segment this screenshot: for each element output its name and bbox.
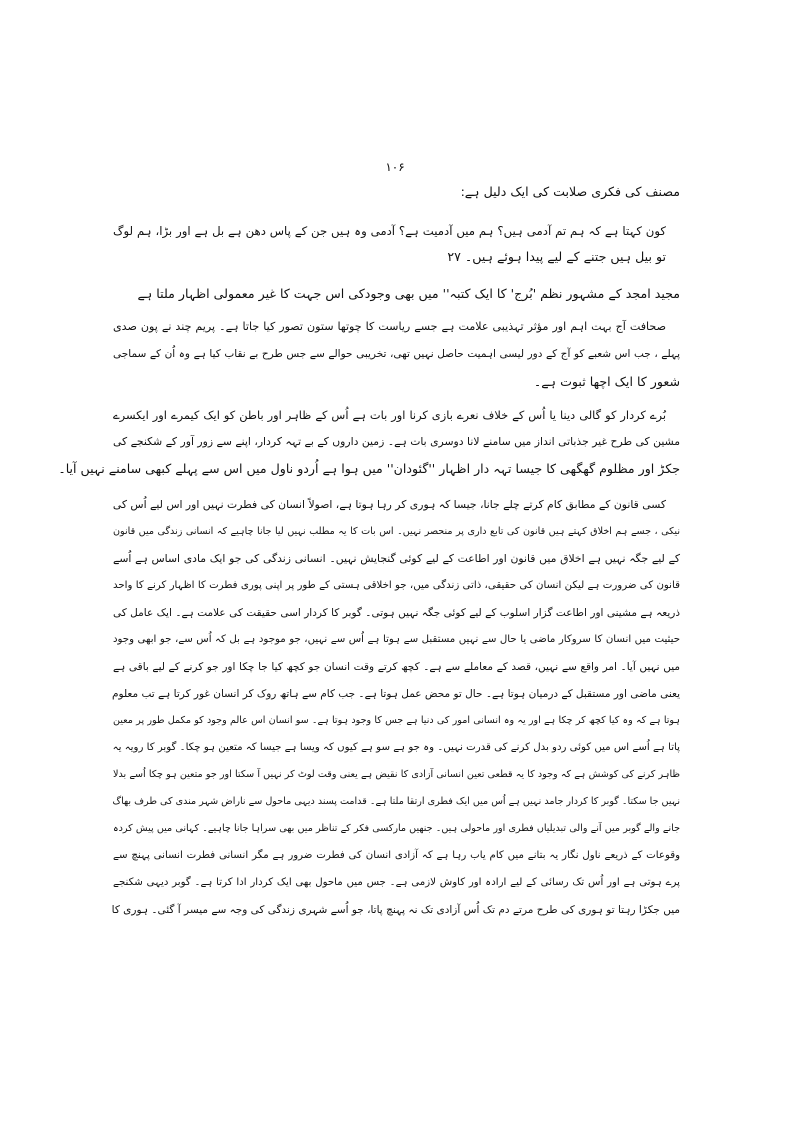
paragraph-3-line: ظاہر کرنے کی کوشش ہے کہ وجود کا یہ قطعی تعین انسانی آزادی کا نقیض ہے یعنی وقت لوٹ کر نہیں آ سکتا اور جو متعین ہو چکا اُسے بدلا (113, 769, 680, 780)
paragraph-3-line: کسی قانون کے مطابق کام کرتے چلے جانا، جیسا کہ ہوری کر رہا ہوتا ہے، اصولاً انسان کی فطرت نہیں اور اس لیے اُس کی (112, 498, 666, 511)
paragraph-2-line: جکڑ اور مظلوم گھگھی کا جیسا تہہ دار اظہار ''گئودان'' میں ہوا ہے اُردو ناول میں اس سے پہلے کبھی سامنے نہیں آیا۔ (58, 461, 680, 476)
paragraph-3-line: ذریعہ ہے مشینی اور اطاعت گزار اسلوب کے لیے کوئی جگہ نہیں ہوتی۔ گوبر کا کردار اسی حقیقت کی علامت ہے۔ ایک عامل کی (113, 607, 680, 619)
paragraph-3-line: قانون کی ضرورت ہے لیکن انسان کی حقیقی، ذاتی زندگی میں، جو اخلاقی ہستی کے طور پر اپنی پوری فطرت کا اظہار کرنے کا واحد (113, 580, 680, 591)
paragraph-3-line: میں جکڑا رہتا تو ہوری کی طرح مرتے دم تک اُس آزادی تک نہ پہنچ پاتا، جو اُسے شہری زندگی کی وجہ سے میسر آ گئی۔ ہوری کا (111, 904, 680, 916)
paragraph-2-line: بُرے کردار کو گالی دینا یا اُس کے خلاف نعرے بازی کرنا اور بات ہے اُس کے ظاہر اور باطن کو ایک کیمرے اور ایکسرے (113, 408, 666, 422)
paragraph-3-line: جانے والے گوبر میں آنے والی تبدیلیاں فطری اور ماحولی ہیں۔ جنھیں مارکسی فکر کے تناظر میں بھی سراہا جانا چاہیے۔ کہانی میں پیش کردہ (113, 823, 680, 834)
lead-line: مجید امجد کے مشہور نظم 'بُرج' کا ایک کتبہ'' میں بھی وجودکی اس جہت کا غیر معمولی اظہار ملتا ہے (137, 286, 680, 301)
paragraph-3-line: ہوتا ہے کہ وہ کیا کچھ کر چکا ہے اور یہ وہ انسانی امور کی دنیا ہے جس کا وجود ہوتا ہے۔ سو انسان اس عالم وجود کو مکمل طور پر معین (113, 715, 680, 726)
intro-line: مصنف کی فکری صلابت کی ایک دلیل ہے: (460, 184, 680, 199)
paragraph-3-line: حیثیت میں انسان کا سروکار ماضی یا حال سے نہیں مستقبل سے ہوتا ہے اُس سے نہیں، جو موجود ہے بل کہ اُس سے، جو ابھی وجود (113, 634, 680, 645)
paragraph-2-line: مشین کی طرح غیر جذباتی انداز میں سامنے لانا دوسری بات ہے۔ زمین داروں کے بے تہہ کردار، اپنے سے زور آور کے شکنجے کی (113, 435, 680, 448)
page-number: ۱۰۶ (385, 160, 405, 174)
quote-line-1: کون کہتا ہے کہ ہم تم آدمی ہیں؟ ہم میں آدمیت ہے؟ آدمی وہ ہیں جن کے پاس دھن ہے بل ہے اور بڑا، ہم لوگ (113, 224, 666, 238)
paragraph-3-line: یعنی ماضی اور مستقبل کے درمیان ہوتا ہے۔ حال تو محض عمل ہوتا ہے۔ جب کام سے ہاتھ روک کر انسان غور کرتا ہے تب معلوم (112, 688, 680, 700)
paragraph-1-line: پہلے ، جب اس شعبے کو آج کے دور لیسی اہمیت حاصل نہیں تھی، تخریبی حوالے سے جس طرح بے نقاب کیا ہے وہ اُن کے سماجی (113, 348, 680, 360)
paragraph-1-line: شعور کا ایک اچھا ثبوت ہے۔ (533, 374, 680, 389)
paragraph-3-line: وقوعات کے ذریعے ناول نگار یہ بتانے میں کام یاب رہا ہے کہ آزادی انسان کی فطرت ضرور ہے مگر انسانی فطرت انسانی پہنچ سے (113, 850, 680, 861)
paragraph-3-line: میں نہیں آیا۔ امر واقع سے نہیں، قصد کے معاملے سے ہے۔ کچھ کرتے وقت انسان جو کچھ کیا جا چکا اور جو کرنے کے لیے باقی ہے (113, 661, 680, 673)
paragraph-3-line: نیکی ، جسے ہم اخلاق کہتے ہیں قانون کی تابع داری پر منحصر نہیں۔ اس بات کا یہ مطلب نہیں لیا جانا چاہیے کہ انسانی زندگی میں قانون (113, 526, 680, 537)
paragraph-3-line: پاتا ہے اُسے اس میں کوئی ردو بدل کرنے کی قدرت نہیں۔ وہ جو ہے سو ہے کیوں کہ ویسا ہے جیسا کہ متعین ہو چکا۔ گوبر کا رویہ یہ (112, 742, 680, 753)
paragraph-3-line: نہیں جا سکتا۔ گوبر کا کردار جامد نہیں ہے اُس میں ایک فطری ارتقا ملتا ہے۔ قدامت پسند دیہی ماحول سے ناراض شہر مندی کی طرف بھاگ (112, 796, 680, 807)
quote-line-2: تو بیل ہیں جتنے کے لیے پیدا ہوئے ہیں۔ ۲۷ (447, 249, 666, 264)
paragraph-3-line: کے لیے جگہ نہیں ہے اخلاق میں قانون اور اطاعت کے لیے کوئی گنجایش نہیں۔ انسانی زندگی کی جو ایک مادی اساس ہے اُسے (113, 552, 680, 565)
paragraph-1-line: صحافت آج بہت اہم اور مؤثر تہذیبی علامت ہے جسے ریاست کا چوتھا ستون تصور کیا جاتا ہے۔ پریم چند نے پون صدی (113, 320, 666, 333)
paragraph-3-line: پرے ہوتی ہے اور اُس تک رسائی کے لیے ارادہ اور کاوش لازمی ہے۔ جس میں ماحول بھی ایک کردار ادا کرتا ہے۔ گوبر دیہی شکنجے (113, 877, 680, 888)
